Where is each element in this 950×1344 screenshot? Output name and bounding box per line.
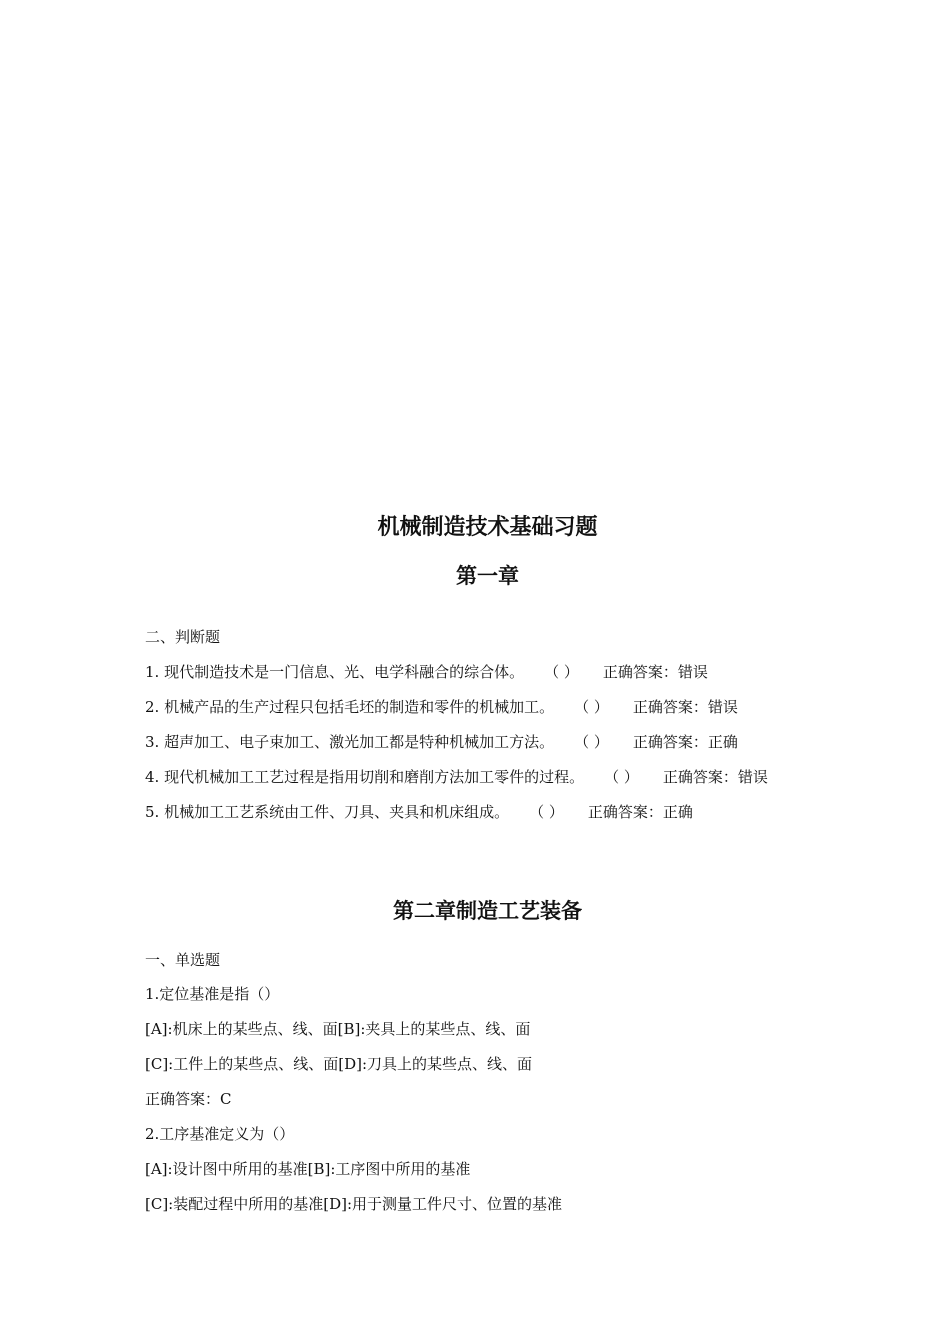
answer-blank: （ ）: [574, 733, 609, 751]
judgment-question-5: [145, 801, 935, 823]
correct-answer: 正确答案：错误: [662, 768, 768, 786]
correct-answer: 正确答案：错误: [632, 698, 738, 716]
chapter1-section-title: 二、判断题: [145, 628, 221, 646]
chapter2-title: 第二章制造工艺装备: [393, 898, 582, 923]
question-text: 4. 现代机械加工工艺过程是指用切削和磨削方法加工零件的过程。: [145, 768, 585, 786]
correct-answer: 正确答案：错误: [602, 663, 708, 681]
mcq-question-1-options-ab: [A]:机床上的某些点、线、面[B]:夹具上的某些点、线、面: [145, 1020, 531, 1038]
judgment-question-4: [145, 766, 935, 788]
judgment-question-1: [145, 661, 935, 683]
answer-blank: （ ）: [529, 803, 564, 821]
answer-blank: （ ）: [604, 768, 639, 786]
judgment-question-2: [145, 696, 935, 718]
question-text: 5. 机械加工工艺系统由工件、刀具、夹具和机床组成。: [145, 803, 510, 821]
question-text: 3. 超声加工、电子束加工、激光加工都是特种机械加工方法。: [145, 733, 555, 751]
mcq-question-2-options-ab: [A]:设计图中所用的基准[B]:工序图中所用的基准: [145, 1160, 471, 1178]
answer-blank: （ ）: [574, 698, 609, 716]
answer-blank: （ ）: [544, 663, 579, 681]
correct-answer: 正确答案：正确: [587, 803, 693, 821]
question-text: 1. 现代制造技术是一门信息、光、电学科融合的综合体。: [145, 663, 525, 681]
mcq-question-1-options-cd: [C]:工件上的某些点、线、面[D]:刀具上的某些点、线、面: [145, 1055, 533, 1073]
mcq-question-2-options-cd: [C]:装配过程中所用的基准[D]:用于测量工件尺寸、位置的基准: [145, 1195, 563, 1213]
mcq-question-2: 2.工序基准定义为（）: [145, 1125, 295, 1143]
chapter2-section-title: 一、单选题: [145, 951, 221, 969]
correct-answer: 正确答案：正确: [632, 733, 738, 751]
document-title: 机械制造技术基础习题: [377, 514, 598, 540]
question-text: 2. 机械产品的生产过程只包括毛坯的制造和零件的机械加工。: [145, 698, 555, 716]
mcq-question-1-answer: 正确答案：C: [145, 1090, 232, 1108]
judgment-question-3: [145, 731, 935, 753]
mcq-question-1: 1.定位基准是指（）: [145, 985, 280, 1003]
chapter1-title: 第一章: [456, 563, 519, 588]
